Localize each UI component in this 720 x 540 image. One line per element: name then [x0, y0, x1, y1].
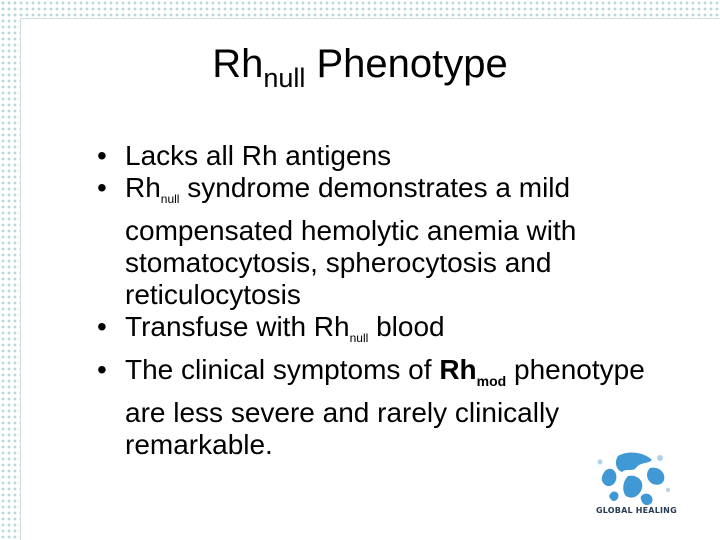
bullet-text-post: syndrome demonstrates a mild compensated hemolytic anemia with stomatocytosis, spherocytosis and reticulocytosis	[125, 172, 577, 310]
bullet-item-3	[97, 311, 677, 354]
bullet-bold-text: Rh	[439, 354, 477, 385]
logo-text: GLOBAL HEALING	[596, 506, 677, 515]
bullet-item-4	[97, 354, 677, 461]
bullet-text-pre: Rh	[125, 172, 161, 203]
title-main: Rh	[212, 42, 264, 86]
title-rest: Phenotype	[305, 42, 508, 86]
bullet-marker: •	[97, 311, 107, 342]
title-subscript: null	[263, 63, 306, 93]
bullet-marker: •	[97, 354, 107, 385]
decorative-divider-vertical	[20, 18, 21, 540]
bullet-text-post: blood	[368, 311, 445, 342]
bullet-subscript: mod	[476, 373, 507, 389]
bullet-text-pre: Transfuse with Rh	[125, 311, 350, 342]
bullet-list	[97, 140, 677, 461]
bullet-text-post: phenotype are less severe and rarely clinically remarkable.	[125, 354, 645, 460]
slide-title	[0, 42, 720, 94]
decorative-divider-horizontal	[20, 18, 720, 19]
bullet-item-1	[97, 140, 677, 172]
bullet-marker: •	[97, 172, 107, 203]
bullet-marker: •	[97, 140, 107, 171]
bullet-subscript: null	[160, 192, 180, 206]
decorative-dot-border-top	[0, 0, 720, 18]
bullet-text-pre: The clinical symptoms of	[125, 354, 440, 385]
bullet-subscript: null	[349, 331, 369, 345]
bullet-item-2	[97, 172, 677, 311]
bullet-text: Lacks all Rh antigens	[125, 140, 392, 171]
